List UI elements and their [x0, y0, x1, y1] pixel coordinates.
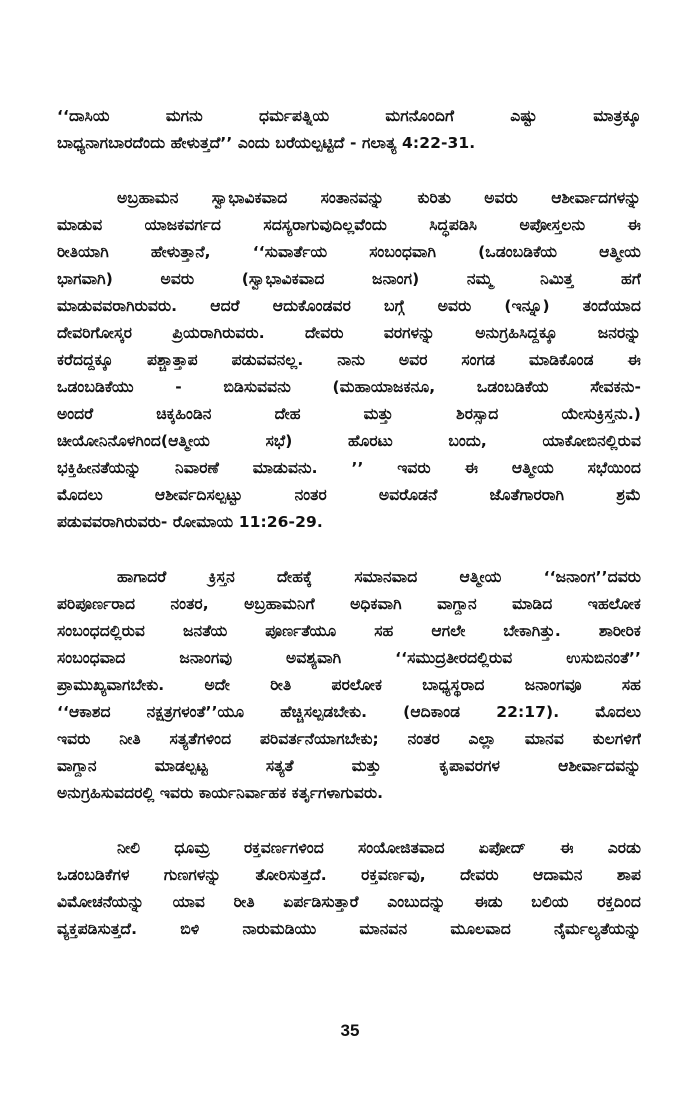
paragraph-gap: [57, 157, 641, 185]
text-line: ಹಾಗಾದರೆ ಕ್ರಿಸ್ತನ ದೇಹಕ್ಕೆ ಸಮಾನವಾದ ಆತ್ಮೀಯ ‘‘ಜನಾಂಗ’’ದವರು: [117, 568, 641, 586]
paragraph-3: [57, 564, 641, 807]
text-line: ಮೊದಲು ಆಶೀರ್ವದಿಸಲ್ಪಟ್ಟು ನಂತರ ಅವರೊಡನೆ ಜೊತೆಗಾರರಾಗಿ ಶ್ರಮೆ: [57, 486, 641, 504]
text-line: ‘‘ದಾಸಿಯ ಮಗನು ಧರ್ಮಪತ್ನಿಯ ಮಗನೊಂದಿಗೆ ಎಷ್ಟು ಮಾತ್ರಕ್ಕೂ: [57, 107, 641, 125]
text-line: ಒಡಂಬಡಿಕೆಗಳ ಗುಣಗಳನ್ನು ತೋರಿಸುತ್ತದೆ. ರಕ್ತವರ್ಣವು, ದೇವರು ಆದಾಮನ ಶಾಪ: [57, 866, 641, 884]
text-line: ಸಂಬಂಧದಲ್ಲಿರುವ ಜನತೆಯ ಪೂರ್ಣತೆಯೂ ಸಹ ಆಗಲೇ ಬೇಕಾಗಿತ್ತು. ಶಾರೀರಿಕ: [57, 622, 641, 640]
text-line: ‘‘ಆಕಾಶದ ನಕ್ಷತ್ರಗಳಂತೆ’’ಯೂ ಹೆಚ್ಚಿಸಲ್ಪಡಬೇಕು. (ಆದಿಕಾಂಡ 22:17). ಮೊದಲು: [57, 703, 641, 721]
text-line: ಬಾಧ್ಯನಾಗಬಾರದೆಂದು ಹೇಳುತ್ತದೆ’’ ಎಂದು ಬರೆಯಲ್ಪಟ್ಟಿದೆ - ಗಲಾತ್ಯ 4:22-31.: [57, 134, 476, 152]
text-line: ವಾಗ್ದಾನ ಮಾಡಲ್ಪಟ್ಟ ಸತ್ಯತೆ ಮತ್ತು ಕೃಪಾವರಗಳ ಆಶೀರ್ವಾದವನ್ನು: [57, 757, 641, 775]
paragraph-4: [57, 835, 641, 943]
paragraph-2: [57, 185, 641, 536]
text-line: ಮಾಡುವವರಾಗಿರುವರು. ಆದರೆ ಆದುಕೊಂಡವರ ಬಗ್ಗೆ ಅವರು (ಇನ್ನೂ) ತಂದೆಯಾದ: [57, 297, 641, 315]
text-line: ಭಾಗವಾಗಿ) ಅವರು (ಸ್ವಾಭಾವಿಕವಾದ ಜನಾಂಗ) ನಮ್ಮ ನಿಮಿತ್ತ ಹಗೆ: [57, 270, 641, 288]
text-line: ಮಾಡುವ ಯಾಜಕವರ್ಗದ ಸದಸ್ಯರಾಗುವುದಿಲ್ಲವೆಂದು ಸಿದ್ಧಪಡಿಸಿ ಅಪೋಸ್ತಲನು ಈ: [57, 216, 641, 234]
text-line: ಕರೆದದ್ದಕ್ಕೂ ಪಶ್ಚಾತ್ತಾಪ ಪಡುವವನಲ್ಲ. ನಾನು ಅವರ ಸಂಗಡ ಮಾಡಿಕೊಂಡ ಈ: [57, 351, 641, 369]
text-line: ಭಕ್ತಿಹೀನತೆಯನ್ನು ನಿವಾರಣೆ ಮಾಡುವನು. ’’ ಇವರು ಈ ಆತ್ಮೀಯ ಸಭೆಯಿಂದ: [57, 459, 641, 477]
text-line: ಪಡುವವರಾಗಿರುವರು- ರೋಮಾಯ 11:26-29.: [57, 513, 323, 531]
text-line: ಅನುಗ್ರಹಿಸುವದರಲ್ಲಿ ಇವರು ಕಾರ್ಯನಿರ್ವಾಹಕ ಕರ್ತೃಗಳಾಗುವರು.: [57, 784, 384, 802]
text-line: ಪರಿಪೂರ್ಣರಾದ ನಂತರ, ಅಬ್ರಹಾಮನಿಗೆ ಅಧಿಕವಾಗಿ ವಾಗ್ದಾನ ಮಾಡಿದ ಇಹಲೋಕ: [57, 595, 641, 613]
text-line: ಇವರು ನೀತಿ ಸತ್ಯತೆಗಳಿಂದ ಪರಿವರ್ತನೆಯಾಗಬೇಕು; ನಂತರ ಎಲ್ಲಾ ಮಾನವ ಕುಲಗಳಿಗೆ: [57, 730, 641, 748]
text-line: ಅಂದರೆ ಚಿಕ್ಕಹಿಂಡಿನ ದೇಹ ಮತ್ತು ಶಿರಸ್ಸಾದ ಯೇಸುಕ್ರಿಸ್ತನು.): [57, 405, 641, 423]
text-line: ಒಡಂಬಡಿಕೆಯು - ಬಿಡಿಸುವವನು (ಮಹಾಯಾಜಕನೂ, ಒಡಂಬಡಿಕೆಯ ಸೇವಕನು-: [57, 378, 641, 396]
text-line: ಚೀಯೋನಿನೊಳಗಿಂದ(ಆತ್ಮೀಯ ಸಭೆ) ಹೊರಟು ಬಂದು, ಯಾಕೋಬಿನಲ್ಲಿರುವ: [57, 432, 641, 450]
text-line: ವಿಮೋಚನೆಯನ್ನು ಯಾವ ರೀತಿ ಏರ್ಪಡಿಸುತ್ತಾರೆ ಎಂಬುದನ್ನು ಈಡು ಬಲಿಯ ರಕ್ತದಿಂದ: [57, 893, 641, 911]
paragraph-gap: [57, 807, 641, 835]
text-line: ರೀತಿಯಾಗಿ ಹೇಳುತ್ತಾನೆ, ‘‘ಸುವಾರ್ತೆಯ ಸಂಬಂಧವಾಗಿ (ಒಡಂಬಡಿಕೆಯ ಆತ್ಮೀಯ: [57, 243, 641, 261]
text-line: ಪ್ರಾಮುಖ್ಯವಾಗಬೇಕು. ಅದೇ ರೀತಿ ಪರಲೋಕ ಬಾಧ್ಯಸ್ಥರಾದ ಜನಾಂಗವೂ ಸಹ: [57, 676, 641, 694]
text-line: ದೇವರಿಗೋಸ್ಕರ ಪ್ರಿಯರಾಗಿರುವರು. ದೇವರು ವರಗಳನ್ನು ಅನುಗ್ರಹಿಸಿದ್ದಕ್ಕೂ ಜನರನ್ನು: [57, 324, 641, 342]
text-line: ನೀಲಿ ಧೂಮ್ರ ರಕ್ತವರ್ಣಗಳಿಂದ ಸಂಯೋಜಿತವಾದ ಏಪೋದ್ ಈ ಎರಡು: [117, 839, 641, 857]
paragraph-1: [57, 103, 641, 157]
text-line: ವ್ಯಕ್ತಪಡಿಸುತ್ತದೆ. ಬಿಳಿ ನಾರುಮಡಿಯು ಮಾನವನ ಮೂಲವಾದ ನೈರ್ಮಲ್ಯತೆಯನ್ನು: [57, 920, 641, 938]
paragraph-gap: [57, 536, 641, 564]
page-body: [57, 103, 641, 943]
text-line: ಸಂಬಂಧವಾದ ಜನಾಂಗವು ಅವಶ್ಯವಾಗಿ ‘‘ಸಮುದ್ರತೀರದಲ್ಲಿರುವ ಉಸುಬಿನಂತೆ’’: [57, 649, 641, 667]
text-line: ಅಬ್ರಹಾಮನ ಸ್ವಾಭಾವಿಕವಾದ ಸಂತಾನವನ್ನು ಕುರಿತು ಅವರು ಆಶೀರ್ವಾದಗಳನ್ನು: [117, 189, 641, 207]
page-number: 35: [340, 1021, 360, 1040]
